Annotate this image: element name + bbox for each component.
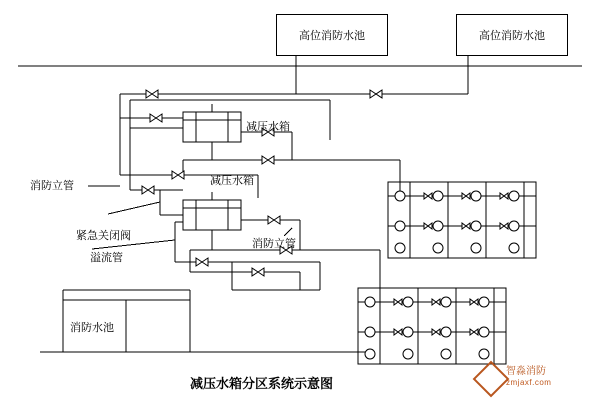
callout-standpipe-2: 消防立管 [252, 238, 296, 250]
top-tank-1 [276, 14, 388, 56]
callout-standpipe-1: 消防立管 [30, 180, 74, 192]
watermark-text [506, 366, 551, 387]
top-tank-2-label: 高位消防水池 [479, 30, 545, 42]
bottom-pool-label: 消防水池 [70, 322, 114, 334]
callout-overflow-pipe: 溢流管 [90, 252, 123, 264]
callout-emergency-valve: 紧急关闭阀 [76, 230, 131, 242]
diagram-title: 减压水箱分区系统示意图 [190, 376, 334, 391]
top-tank-1-label: 高位消防水池 [299, 30, 365, 42]
top-tank-2 [456, 14, 568, 56]
pressure-tank-1-label: 减压水箱 [246, 121, 290, 133]
watermark-line2: zmjaxf.com [506, 377, 552, 387]
pressure-tank-2-label: 减压水箱 [210, 175, 254, 187]
watermark-line1: 智淼消防 [506, 366, 546, 377]
